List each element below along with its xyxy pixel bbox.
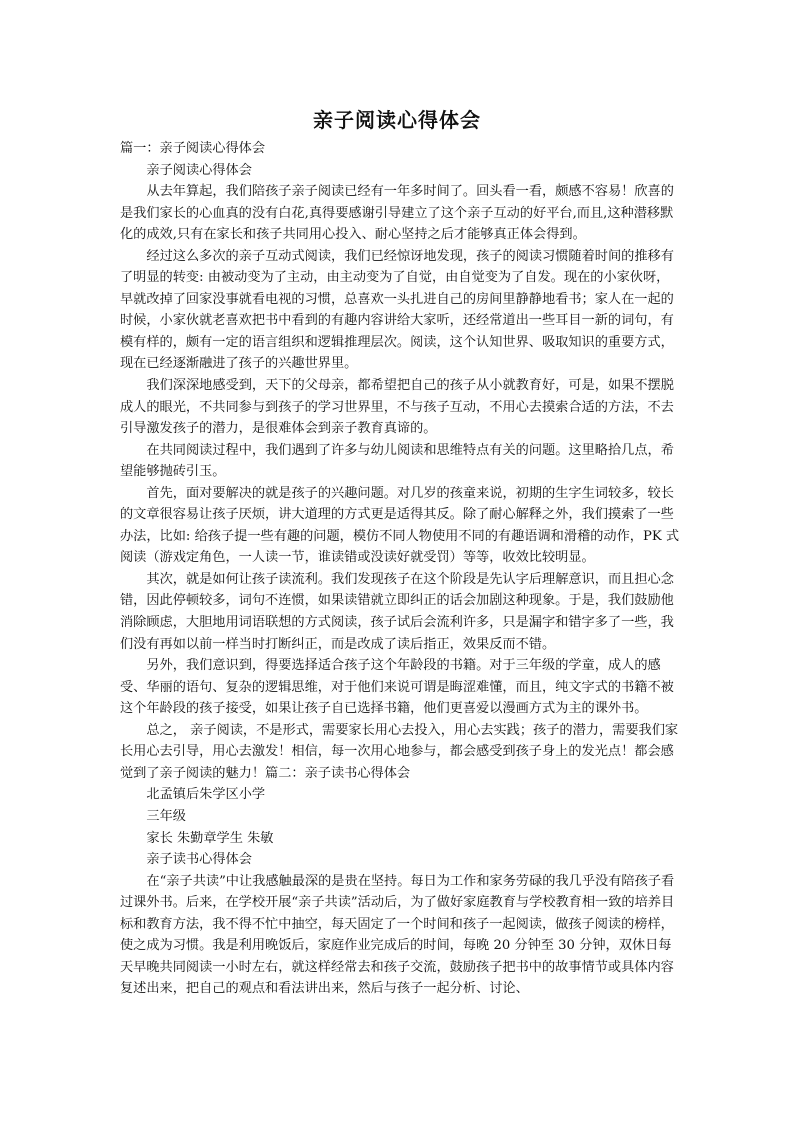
paragraph: 经过这么多次的亲子互动式阅读，我们已经惊讶地发现，孩子的阅读习惯随着时间的推移有了明显的转变: 由被动变为了主动，由主动变为了自觉，由自觉变为了自发。现在的小家伙呀，早就改掉了回家没事就看电视的习惯，总喜欢一头扎进自己的房间里静静地看书；家人在一起的时候，小家伙就老喜欢把书中看到的有趣内容讲给大家听，还经常道出一些耳目一新的词句，有模有样的，颇有一定的语言组织和逻辑推理层次。阅读，这个认知世界、吸取知识的重要方式，现在已经逐渐融进了孩子的兴趣世界里。 xyxy=(120,248,674,372)
paragraph: 另外，我们意识到，得要选择适合孩子这个年龄段的书籍。对于三年级的学童，成人的感受、华丽的语句、复杂的逻辑思维，对于他们来说可谓是晦涩难懂，而且，纯文字式的书籍不被这个年龄段的孩子接受，如果让孩子自已选择书籍，他们更喜爱以漫画方式为主的课外书。 xyxy=(120,658,674,717)
paragraph: 从去年算起，我们陪孩子亲子阅读已经有一年多时间了。回头看一看，颇感不容易！欣喜的是我们家长的心血真的没有白花,真得要感谢引导建立了这个亲子互动的好平台,而且,这种潜移默化的成效,只有在家长和孩子共同用心投入、耐心坚持之后才能够真正体会得到。 xyxy=(120,184,674,243)
paragraph: 在“亲子共读”中让我感触最深的是贵在坚持。每日为工作和家务劳碌的我几乎没有陪孩子看过课外书。后来，在学校开展“亲子共读”活动后，为了做好家庭教育与学校教育相一致的培养目标和教育方法，我不得不忙中抽空，每天固定了一个时间和孩子一起阅读，做孩子阅读的榜样，使之成为习惯。我是利用晚饭后，家庭作业完成后的时间，每晚 20 分钟至 30 分钟，双休日每天早晚共同阅读一小时左右，就这样经常去和孩子交流，鼓励孩子把书中的故事情节或具体内容复述出来，把自己的观点和看法讲出来，然后与孩子一起分析、讨论、 xyxy=(120,873,675,997)
paragraph: 其次，就是如何让孩子读流利。我们发现孩子在这个阶段是先认字后理解意识，而且担心念错，因此停顿较多，词句不连惯，如果读错就立即纠正的话会加剧这种现象。于是，我们鼓励他消除顾虑，大胆地用词语联想的方式阅读，孩子试后会流利许多，只是漏字和错字多了一些，我们没有再如以前一样当时打断纠正，而是改成了读后指正，效果反而不错。 xyxy=(120,571,674,652)
paragraph: 首先，面对要解决的就是孩子的兴趣问题。对几岁的孩童来说，初期的生字生词较多，较长的文章很容易让孩子厌烦，讲大道理的方式更是适得其反。除了耐心解释之外，我们摸索了一些办法，比如: 给孩子提一些有趣的问题，模仿不同人物使用不同的有趣语调和滑稽的动作，PK 式阅读（游戏定角色，一人读一节，谁读错或没读好就受罚）等等，收效比较明显。 xyxy=(120,485,680,566)
author-line: 家长 朱勤章学生 朱敏 xyxy=(146,830,274,846)
document-title: 亲子阅读心得体会 xyxy=(313,108,481,132)
paragraph: 总之， 亲子阅读，不是形式，需要家长用心去投入，用心去实践；孩子的潜力，需要我们家长用心去引导，用心去激发！相信，每一次用心地参与，都会感受到孩子身上的发光点！都会感觉到了亲子阅读的魅力！篇二：亲子读书心得体会 xyxy=(120,722,679,781)
school-name: 北孟镇后朱学区小学 xyxy=(146,787,266,803)
section-subtitle: 亲子阅读心得体会 xyxy=(146,162,252,178)
section2-title: 亲子读书心得体会 xyxy=(146,852,252,868)
section-heading: 篇一：亲子阅读心得体会 xyxy=(120,141,266,156)
paragraph: 我们深深地感受到，天下的父母亲，都希望把自己的孩子从小就教育好，可是，如果不摆脱成人的眼光，不共同参与到孩子的学习世界里，不与孩子互动，不用心去摸索合适的方法，不去引导激发孩子的潜力，是很难体会到亲子教育真谛的。 xyxy=(120,378,674,437)
grade-line: 三年级 xyxy=(146,808,186,824)
document-body xyxy=(120,138,680,1000)
paragraph: 在共同阅读过程中，我们遇到了许多与幼儿阅读和思维特点有关的问题。这里略拾几点，希望能够抛砖引玉。 xyxy=(120,442,674,480)
